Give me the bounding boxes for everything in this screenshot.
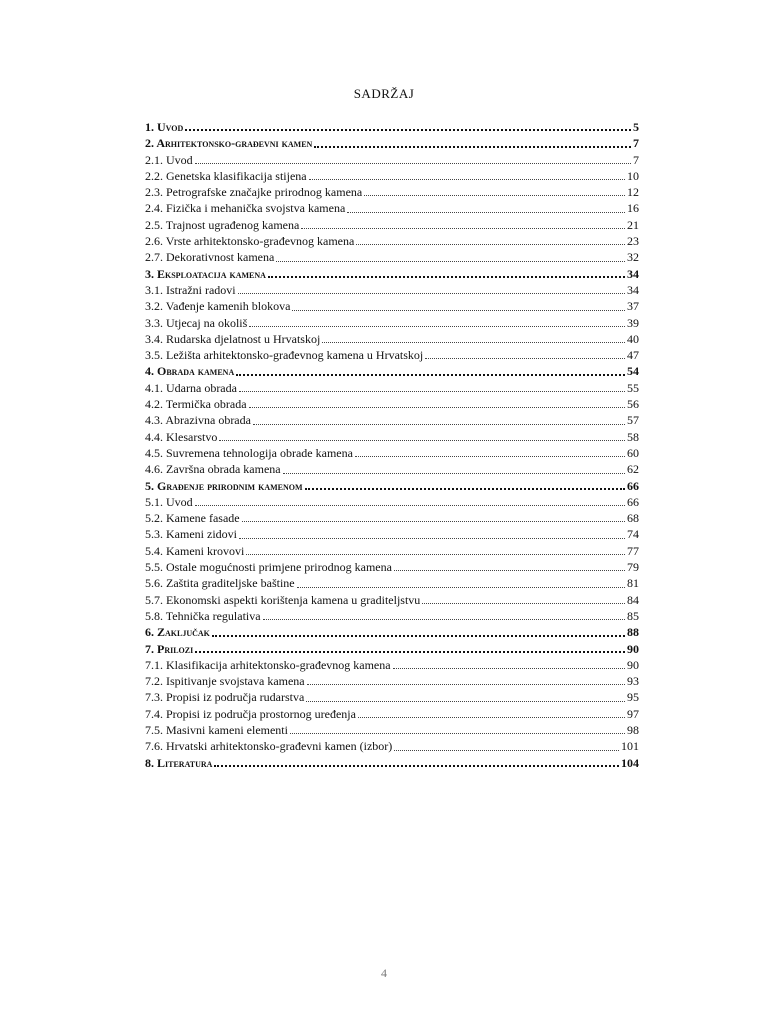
toc-entry-page: 90 (627, 641, 639, 656)
toc-entry-label: 4. Obrada kamena (145, 364, 235, 379)
dot-leader (290, 732, 625, 734)
dot-leader (283, 472, 625, 474)
toc-section-entry[interactable] (145, 608, 639, 624)
toc-chapter-entry[interactable] (145, 119, 639, 135)
dot-leader (301, 227, 625, 229)
toc-section-entry[interactable] (145, 445, 639, 461)
toc-entry-label: 1. Uvod (145, 120, 184, 134)
toc-entry-page: 39 (627, 315, 639, 330)
toc-entry-label: 4.6. Završna obrada kamena (145, 462, 281, 477)
toc-entry-label: 3.4. Rudarska djelatnost u Hrvatskoj (145, 331, 321, 346)
toc-entry-label: 4.2. Termička obrada (145, 397, 247, 412)
toc-entry-page: 55 (627, 380, 639, 395)
toc-section-entry[interactable] (145, 152, 639, 168)
toc-entry-label: 2.6. Vrste arhitektonsko-građevnog kamena (145, 234, 355, 249)
dot-leader (322, 341, 625, 343)
toc-entry-page: 85 (627, 608, 639, 623)
toc-entry-page: 81 (627, 576, 639, 591)
toc-section-entry[interactable] (145, 689, 639, 705)
toc-entry-label: 4.1. Udarna obrada (145, 380, 237, 395)
toc-section-entry[interactable] (145, 282, 639, 298)
toc-entry-page: 95 (627, 690, 639, 705)
dot-leader (239, 537, 625, 539)
toc-section-entry[interactable] (145, 673, 639, 689)
toc-chapter-entry[interactable] (145, 755, 639, 771)
toc-entry-page: 12 (627, 185, 639, 200)
dot-leader (394, 569, 625, 571)
dot-leader (242, 520, 625, 522)
toc-entry-label: 5.4. Kameni krovovi (145, 543, 245, 558)
toc-entry-page: 54 (627, 364, 639, 379)
toc-section-entry[interactable] (145, 168, 639, 184)
dot-leader (195, 504, 625, 506)
dot-leader (238, 292, 625, 294)
toc-entry-label: 3. Eksploatacija kamena (145, 266, 266, 281)
dot-leader (393, 667, 625, 669)
toc-entry-page: 90 (627, 657, 639, 672)
toc-chapter-entry[interactable] (145, 135, 639, 151)
toc-section-entry[interactable] (145, 200, 639, 216)
toc-entry-page: 66 (627, 494, 639, 509)
toc-entry-label: 2.7. Dekorativnost kamena (145, 250, 275, 265)
toc-entry-page: 79 (627, 560, 639, 575)
dot-leader (249, 325, 625, 327)
toc-section-entry[interactable] (145, 738, 639, 754)
toc-entry-page: 34 (627, 266, 639, 281)
toc-section-entry[interactable] (145, 315, 639, 331)
toc-entry-page: 97 (627, 706, 639, 721)
toc-section-entry[interactable] (145, 184, 639, 200)
toc-entry-page: 77 (627, 543, 639, 558)
toc-section-entry[interactable] (145, 575, 639, 591)
toc-section-entry[interactable] (145, 347, 639, 363)
dot-leader (358, 716, 625, 718)
dot-leader (425, 357, 625, 359)
dot-leader (364, 194, 625, 196)
toc-entry-page: 93 (627, 674, 639, 689)
dot-leader (185, 128, 631, 131)
dot-leader (249, 406, 625, 408)
toc-entry-label: 2. Arhitektonsko-građevni kamen (145, 136, 313, 151)
dot-leader (309, 178, 625, 180)
toc-section-entry[interactable] (145, 396, 639, 412)
toc-section-entry[interactable] (145, 706, 639, 722)
toc-section-entry[interactable] (145, 380, 639, 396)
dot-leader (305, 487, 625, 490)
dot-leader (246, 553, 625, 555)
toc-section-entry[interactable] (145, 249, 639, 265)
table-of-contents (145, 119, 639, 771)
toc-entry-page: 62 (627, 462, 639, 477)
toc-chapter-entry[interactable] (145, 478, 639, 494)
toc-section-entry[interactable] (145, 722, 639, 738)
toc-entry-label: 5.5. Ostale mogućnosti primjene prirodnog kamena (145, 560, 392, 575)
toc-section-entry[interactable] (145, 592, 639, 608)
toc-entry-label: 5.8. Tehnička regulativa (145, 608, 261, 623)
toc-section-entry[interactable] (145, 543, 639, 559)
toc-entry-page: 21 (627, 217, 639, 232)
toc-entry-page: 5 (633, 120, 639, 134)
toc-entry-page: 23 (627, 234, 639, 249)
toc-section-entry[interactable] (145, 461, 639, 477)
toc-entry-label: 7. Prilozi (145, 641, 194, 656)
toc-entry-page: 16 (627, 201, 639, 216)
toc-entry-page: 10 (627, 168, 639, 183)
toc-entry-label: 2.4. Fizička i mehanička svojstva kamena (145, 201, 346, 216)
toc-entry-page: 84 (627, 592, 639, 607)
dot-leader (195, 162, 631, 164)
toc-entry-page: 47 (627, 348, 639, 363)
dot-leader (219, 439, 625, 441)
dot-leader (394, 749, 619, 751)
toc-entry-label: 3.1. Istražni radovi (145, 282, 236, 297)
toc-entry-page: 58 (627, 429, 639, 444)
toc-entry-label: 5.3. Kameni zidovi (145, 527, 237, 542)
toc-entry-label: 2.1. Uvod (145, 152, 193, 167)
toc-entry-label: 6. Zaključak (145, 625, 210, 640)
toc-entry-page: 66 (627, 478, 639, 493)
toc-chapter-entry[interactable] (145, 641, 639, 657)
toc-entry-label: 4.4. Klesarstvo (145, 429, 218, 444)
toc-section-entry[interactable] (145, 494, 639, 510)
dot-leader (356, 243, 625, 245)
toc-entry-page: 34 (627, 282, 639, 297)
toc-entry-label: 7.3. Propisi iz područja rudarstva (145, 690, 305, 705)
toc-entry-page: 98 (627, 722, 639, 737)
toc-chapter-entry[interactable] (145, 266, 639, 282)
toc-entry-page: 37 (627, 299, 639, 314)
toc-entry-label: 4.5. Suvremena tehnologija obrade kamena (145, 445, 353, 460)
dot-leader (314, 145, 631, 148)
toc-entry-page: 7 (633, 152, 639, 167)
toc-entry-label: 7.5. Masivni kameni elementi (145, 722, 288, 737)
dot-leader (292, 309, 625, 311)
dot-leader (347, 211, 625, 213)
toc-entry-label: 7.4. Propisi iz područja prostornog uređenja (145, 706, 356, 721)
toc-section-entry[interactable] (145, 233, 639, 249)
toc-entry-label: 5.1. Uvod (145, 494, 193, 509)
dot-leader (355, 455, 625, 457)
toc-entry-label: 4.3. Abrazivna obrada (145, 413, 251, 428)
toc-entry-label: 5.7. Ekonomski aspekti korištenja kamena u graditeljstvu (145, 592, 421, 607)
toc-section-entry[interactable] (145, 331, 639, 347)
toc-chapter-entry[interactable] (145, 624, 639, 640)
dot-leader (236, 373, 625, 376)
toc-entry-label: 3.3. Utjecaj na okoliš (145, 315, 248, 330)
page-number: 4 (381, 966, 387, 980)
toc-entry-label: 7.2. Ispitivanje svojstava kamena (145, 674, 305, 689)
dot-leader (306, 700, 625, 702)
toc-section-entry[interactable] (145, 559, 639, 575)
dot-leader (297, 586, 625, 588)
toc-section-entry[interactable] (145, 217, 639, 233)
toc-entry-page: 101 (621, 739, 639, 754)
toc-entry-page: 56 (627, 397, 639, 412)
toc-entry-label: 5.6. Zaštita graditeljske baštine (145, 576, 295, 591)
dot-leader (422, 602, 625, 604)
toc-entry-page: 60 (627, 445, 639, 460)
toc-entry-label: 7.1. Klasifikacija arhitektonsko-građevnog kamena (145, 657, 391, 672)
toc-section-entry[interactable] (145, 510, 639, 526)
toc-entry-page: 32 (627, 250, 639, 265)
dot-leader (195, 650, 625, 653)
toc-chapter-entry[interactable] (145, 363, 639, 379)
toc-entry-page: 68 (627, 511, 639, 526)
dot-leader (239, 390, 625, 392)
toc-entry-label: 8. Literatura (145, 755, 213, 770)
toc-entry-page: 104 (621, 755, 639, 770)
toc-entry-page: 88 (627, 625, 639, 640)
toc-entry-label: 5.2. Kamene fasade (145, 511, 240, 526)
toc-entry-page: 7 (633, 136, 639, 151)
dot-leader (268, 275, 625, 278)
toc-entry-label: 3.2. Vađenje kamenih blokova (145, 299, 291, 314)
toc-entry-label: 2.3. Petrografske značajke prirodnog kamena (145, 185, 363, 200)
dot-leader (212, 634, 625, 637)
toc-entry-page: 74 (627, 527, 639, 542)
toc-section-entry[interactable] (145, 429, 639, 445)
toc-entry-label: 2.2. Genetska klasifikacija stijena (145, 168, 307, 183)
toc-entry-label: 3.5. Ležišta arhitektonsko-građevnog kamena u Hrvatskoj (145, 348, 424, 363)
toc-section-entry[interactable] (145, 412, 639, 428)
dot-leader (307, 683, 625, 685)
dot-leader (253, 423, 625, 425)
toc-entry-page: 40 (627, 331, 639, 346)
toc-entry-label: 5. Građenje prirodnim kamenom (145, 478, 303, 493)
toc-section-entry[interactable] (145, 298, 639, 314)
toc-entry-label: 2.5. Trajnost ugrađenog kamena (145, 217, 300, 232)
toc-entry-label: 7.6. Hrvatski arhitektonsko-građevni kamen (izbor) (145, 739, 393, 754)
toc-entry-page: 57 (627, 413, 639, 428)
page-title: SADRŽAJ (353, 86, 415, 101)
toc-section-entry[interactable] (145, 657, 639, 673)
dot-leader (214, 764, 619, 767)
dot-leader (276, 260, 625, 262)
dot-leader (263, 618, 625, 620)
toc-section-entry[interactable] (145, 526, 639, 542)
